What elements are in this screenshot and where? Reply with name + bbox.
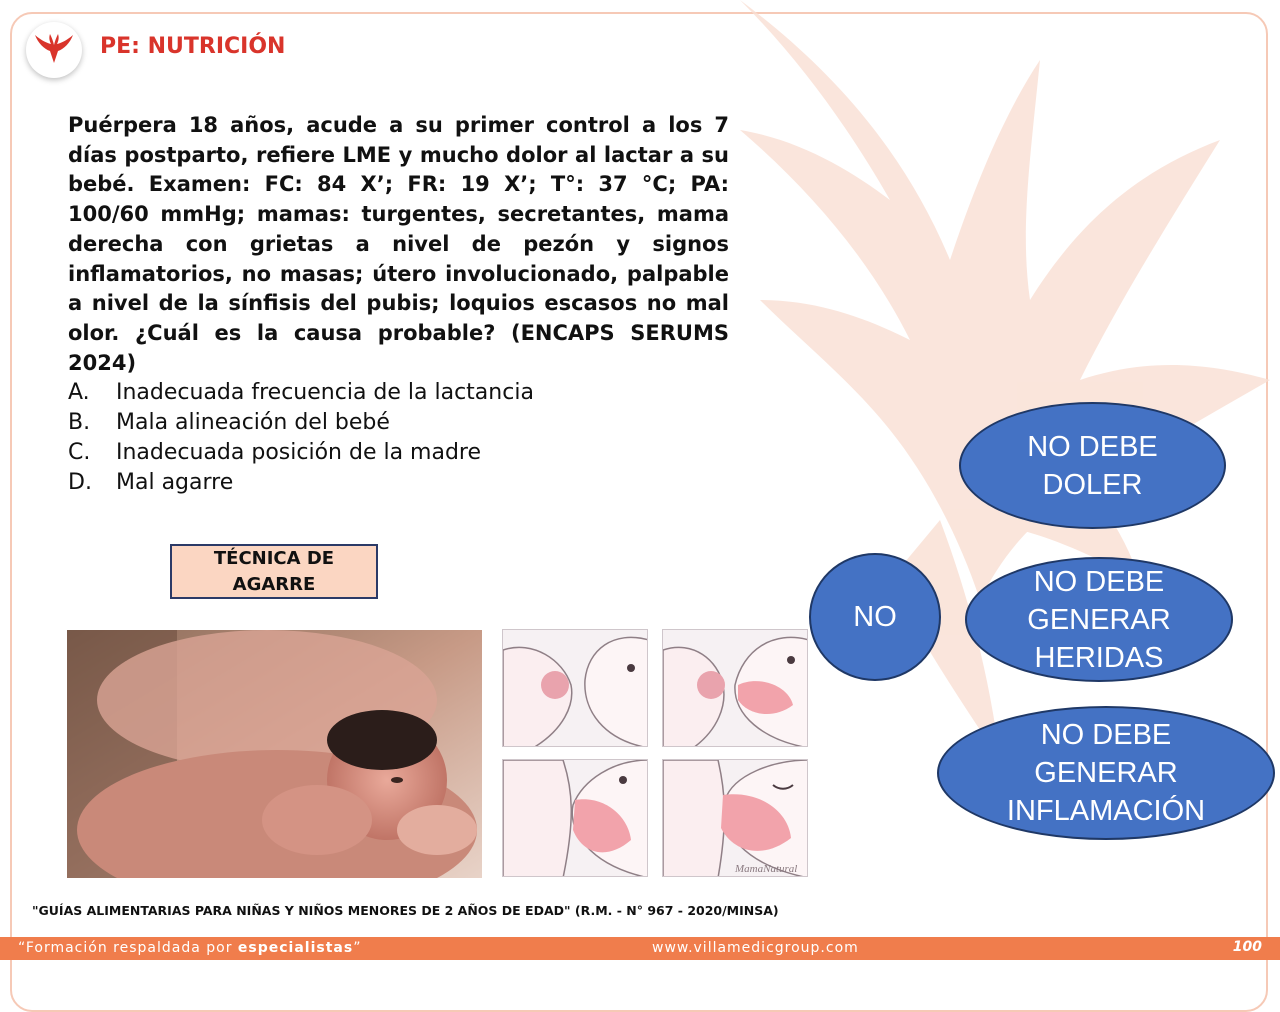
- footer-url: www.villamedicgroup.com: [652, 940, 859, 956]
- latch-step-1-illustration: [502, 629, 648, 747]
- answer-options: [68, 378, 534, 498]
- answer-option: C. Inadecuada posición de la madre: [68, 440, 482, 465]
- answer-option: D. Mal agarre: [68, 470, 234, 495]
- logo-icon: [26, 22, 82, 78]
- answer-option: A. Inadecuada frecuencia de la lactancia: [68, 380, 534, 405]
- no-oval: NO: [809, 553, 941, 681]
- breastfeeding-photo: [67, 630, 482, 878]
- latch-step-2-illustration: [662, 629, 808, 747]
- slide-title: PE: NUTRICIÓN: [100, 34, 286, 59]
- reference-citation: "GUÍAS ALIMENTARIAS PARA NIÑAS Y NIÑOS MENORES DE 2 AÑOS DE EDAD" (R.M. - N° 967 - 2020/MINSA): [32, 903, 779, 918]
- illustration-watermark-text: MamaNatural: [735, 863, 798, 875]
- answer-option: B. Mala alineación del bebé: [68, 410, 390, 435]
- page-number: 100: [1232, 939, 1262, 955]
- oval-no-debe-generar-inflamacion: NO DEBE GENERAR INFLAMACIÓN: [937, 706, 1275, 840]
- footer-tagline: “Formación respaldada por especialistas”: [18, 940, 362, 956]
- latch-step-4-illustration: [662, 759, 808, 877]
- oval-no-debe-generar-heridas: NO DEBE GENERAR HERIDAS: [965, 557, 1233, 682]
- question-text: Puérpera 18 años, acude a su primer control a los 7 días postparto, refiere LME y mucho dolor al lactar a su bebé. Examen: FC: 84 X’; FR: 19 X’; T°: 37 °C; PA: 100/60 mmHg; mamas: turgentes, secretantes, mama derecha con grietas a nivel de pezón y signos inflamatorios, no masas; útero involucionado, palpable a nivel de la sínfisis del pubis; loquios escasos no mal olor. ¿Cuál es la causa probable? (ENCAPS SERUMS 2024): [68, 113, 729, 375]
- oval-no-debe-doler: NO DEBE DOLER: [959, 402, 1226, 529]
- technique-label-box: TÉCNICA DE AGARRE: [170, 544, 378, 599]
- latch-step-3-illustration: [502, 759, 648, 877]
- footer-bar: [0, 937, 1280, 960]
